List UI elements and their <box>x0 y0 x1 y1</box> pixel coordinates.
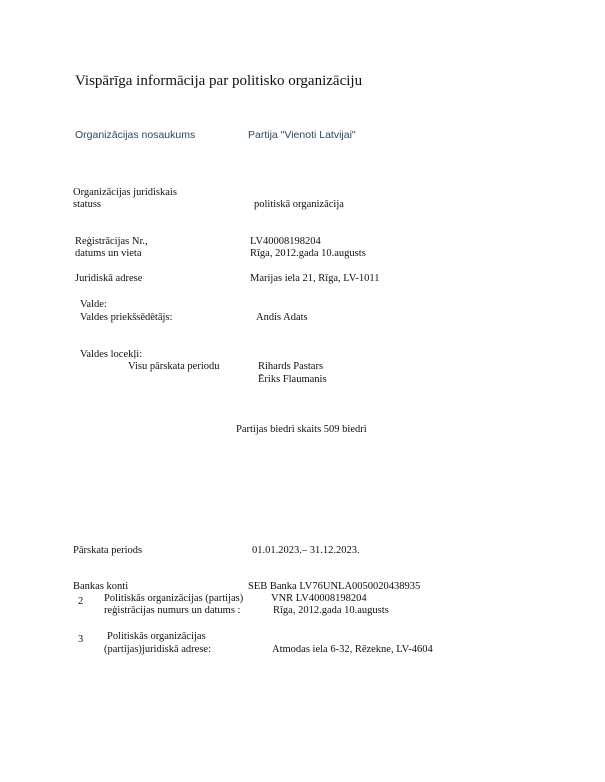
reporting-period-label: Pārskata periods <box>73 545 143 556</box>
address-label: Juridiskā adrese <box>75 273 143 284</box>
item3-label-line2: (partijas)juridiskā adrese: <box>104 644 211 655</box>
members-period-label: Visu pārskata periodu <box>128 361 220 372</box>
item3-label-line1: Politiskās organizācijas <box>107 631 206 642</box>
org-name-value: Partija "Vienoti Latvijai" <box>248 129 356 141</box>
item2-value-line1: VNR LV40008198204 <box>271 593 367 604</box>
bank-value: SEB Banka LV76UNLA0050020438935 <box>248 581 421 592</box>
item3-value: Atmodas iela 6-32, Rēzekne, LV-4604 <box>272 644 433 655</box>
registration-value-line2: Rīga, 2012.gada 10.augusts <box>250 248 366 259</box>
legal-status-label-line2: statuss <box>73 199 102 210</box>
legal-status-label-line1: Organizācijas juridiskais <box>73 187 177 198</box>
member-name: Rihards Pastars <box>258 361 324 372</box>
registration-value-line1: LV40008198204 <box>250 236 321 247</box>
board-heading: Valde: <box>80 299 107 310</box>
members-heading: Valdes locekļi: <box>80 349 143 360</box>
item-number: 2 <box>78 596 84 607</box>
item2-label-line2: reģistrācijas numurs un datums : <box>104 605 241 616</box>
item-number: 3 <box>78 634 84 645</box>
board-chair-label: Valdes priekšsēdētājs: <box>80 312 173 323</box>
item2-label-line1: Politiskās organizācijas (partijas) <box>104 593 244 604</box>
legal-status-value: politiskā organizācija <box>254 199 344 210</box>
party-member-count: Partijas biedri skaits 509 biedri <box>236 424 367 435</box>
org-name-label: Organizācijas nosaukums <box>75 129 196 141</box>
reporting-period-value: 01.01.2023.– 31.12.2023. <box>252 545 360 556</box>
bank-label: Bankas konti <box>73 581 129 592</box>
registration-label-line2: datums un vieta <box>75 248 142 259</box>
board-chair-value: Andis Adats <box>256 312 308 323</box>
page-title: Vispārīga informācija par politisko organizāciju <box>75 73 363 89</box>
item2-value-line2: Rīga, 2012.gada 10.augusts <box>273 605 389 616</box>
registration-label-line1: Reģistrācijas Nr., <box>75 236 148 247</box>
address-value: Marijas iela 21, Rīga, LV-1011 <box>250 273 380 284</box>
member-name: Ēriks Flaumanis <box>258 374 327 385</box>
